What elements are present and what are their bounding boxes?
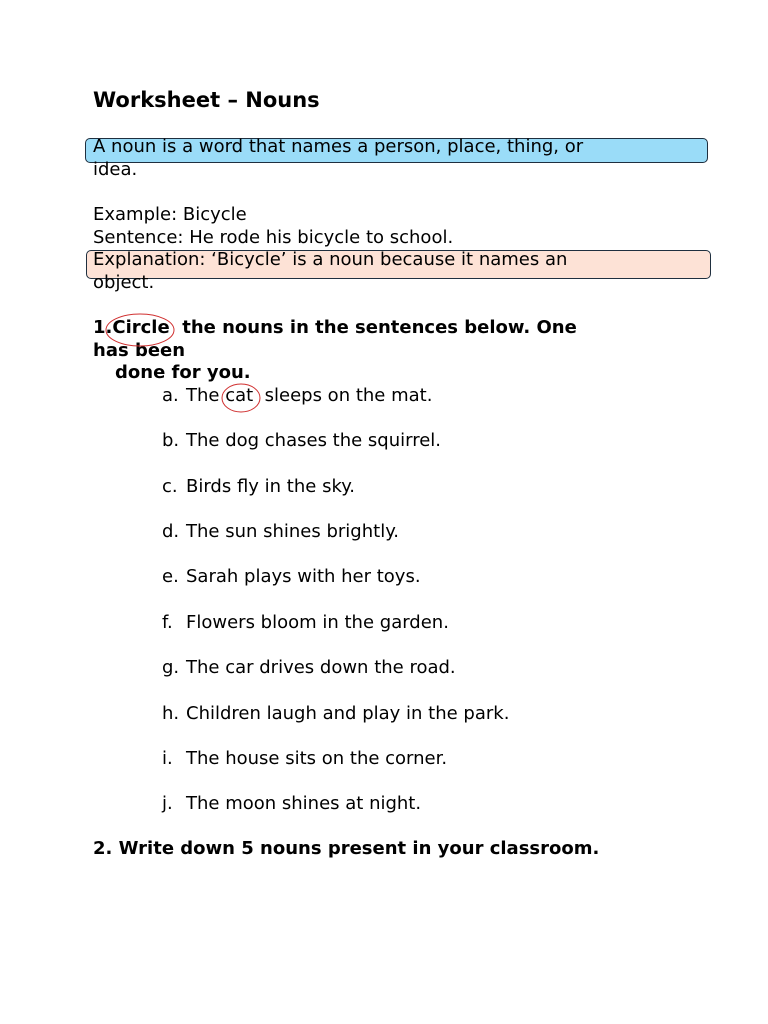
sentence-text: Flowers bloom in the garden.: [186, 612, 449, 633]
explanation-line-2: object.: [93, 271, 155, 293]
definition-line-2: idea.: [93, 158, 138, 180]
sentence-item: [162, 385, 432, 407]
sentence-text-end: sleeps on the mat.: [253, 385, 433, 406]
sentence-item: [162, 521, 399, 543]
sentence-item: [162, 430, 441, 452]
sentence-item: [162, 657, 456, 679]
question-1-line-2: has been: [93, 339, 186, 361]
sentence-letter: i.: [162, 748, 173, 769]
explanation-line-1: Explanation: ‘Bicycle’ is a noun because it names an: [93, 249, 568, 270]
example-sentence: Sentence: He rode his bicycle to school.: [93, 226, 454, 248]
sentence-text: The moon shines at night.: [186, 793, 422, 814]
sentence-letter: c.: [162, 476, 178, 497]
sentence-item: [162, 748, 447, 770]
sentence-item: [162, 612, 449, 634]
question-1-circled-word: Circle: [112, 317, 170, 338]
sentence-item: [162, 476, 355, 498]
definition-line-1: A noun is a word that names a person, place, thing, or: [93, 136, 584, 157]
sentence-text: Sarah plays with her toys.: [186, 566, 421, 587]
example-word: Example: Bicycle: [93, 204, 247, 225]
sentence-letter: a.: [162, 385, 179, 406]
example-block: [93, 204, 453, 249]
sentence-item: [162, 793, 421, 815]
sentence-letter: g.: [162, 657, 180, 678]
sentence-text: The house sits on the corner.: [186, 748, 448, 769]
sentence-item: [162, 703, 509, 725]
question-1-line-1: [93, 317, 577, 340]
question-1-line-3: done for you.: [115, 362, 251, 383]
question-1: [93, 317, 577, 385]
worksheet-title: Worksheet – Nouns: [93, 88, 320, 112]
sentence-item: [162, 566, 421, 588]
sentence-text: The dog chases the squirrel.: [186, 430, 442, 451]
sentence-letter: h.: [162, 703, 180, 724]
sentence-letter: d.: [162, 521, 180, 542]
sentence-text: The sun shines brightly.: [186, 521, 400, 542]
sentence-letter: e.: [162, 566, 179, 587]
example-explanation: [93, 249, 567, 294]
sentence-text: The car drives down the road.: [186, 657, 456, 678]
question-1-number: 1.: [93, 317, 113, 338]
question-1-instruction: the nouns in the sentences below. One: [169, 317, 577, 338]
noun-definition: [93, 136, 583, 181]
sentence-letter: j.: [162, 793, 173, 814]
sentence-text: Birds fly in the sky.: [186, 476, 356, 497]
sentence-text-start: The: [186, 385, 226, 406]
sentence-letter: b.: [162, 430, 180, 451]
sentence-circled-noun: cat: [225, 385, 254, 406]
sentence-text: Children laugh and play in the park.: [186, 703, 510, 724]
sentence-letter: f.: [162, 612, 173, 633]
question-2: 2. Write down 5 nouns present in your classroom.: [93, 838, 600, 859]
